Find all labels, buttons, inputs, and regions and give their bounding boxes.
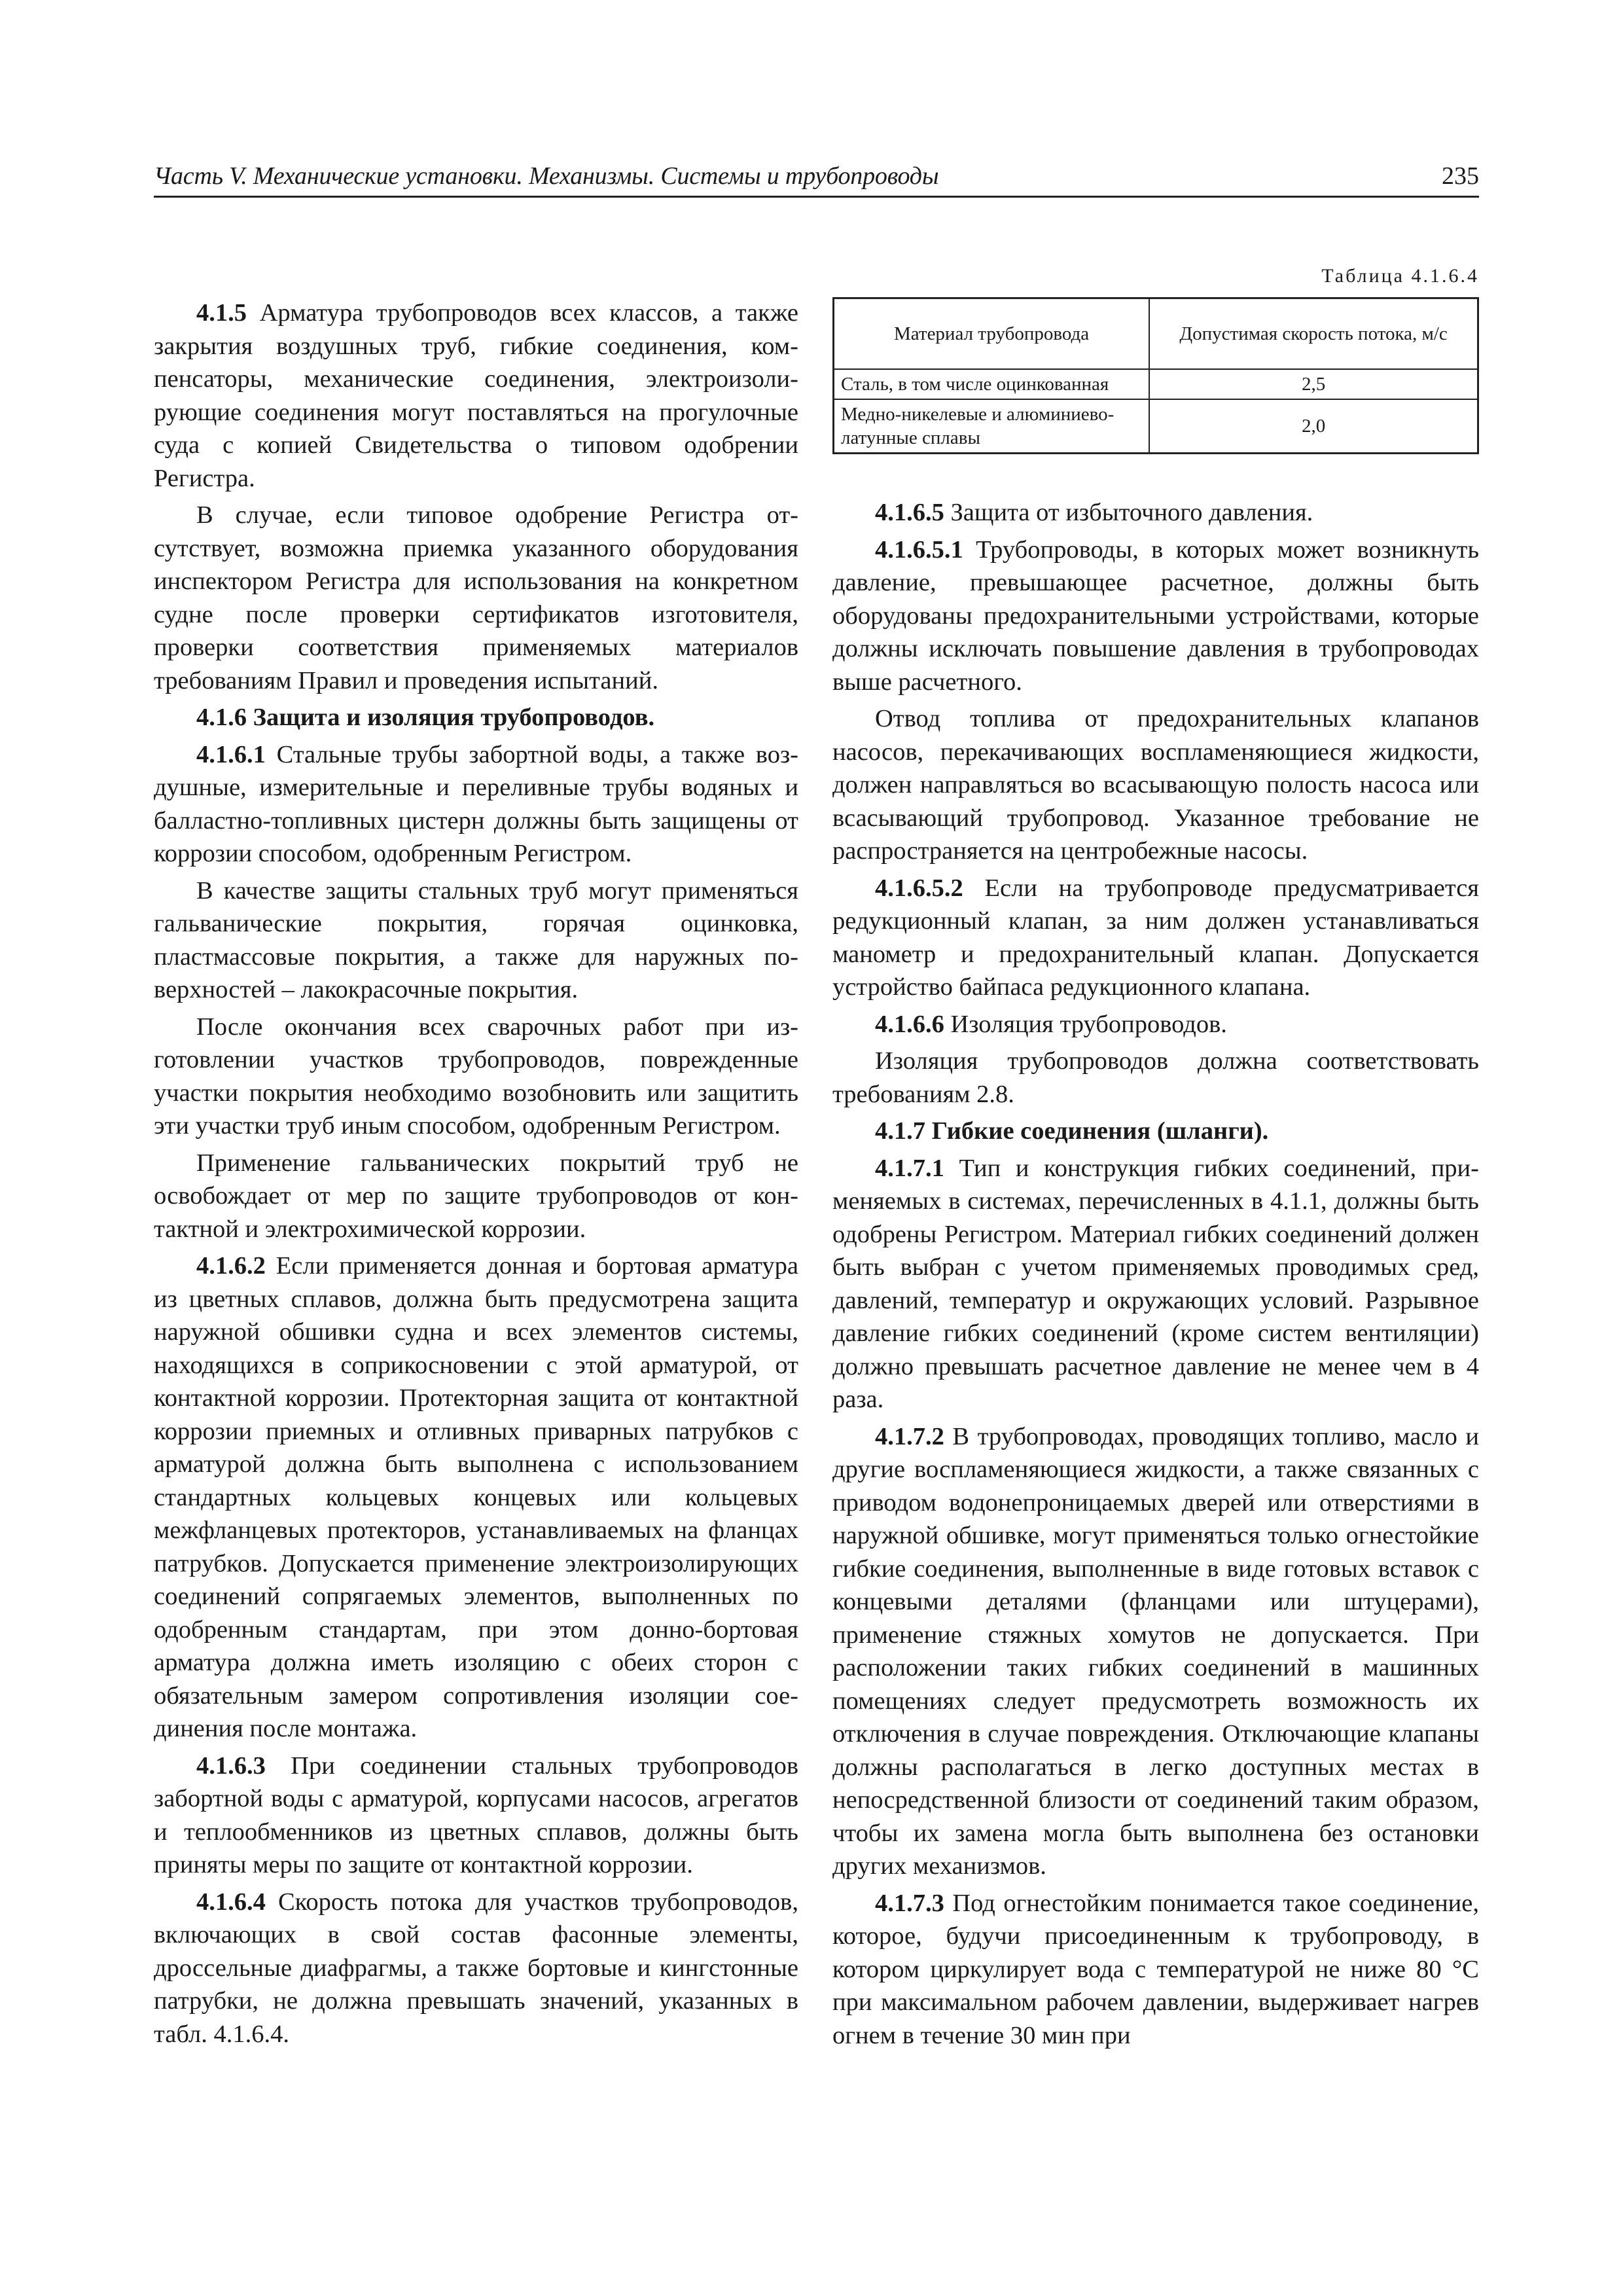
clause-number: 4.1.6.5.1 — [875, 535, 963, 564]
paragraph — [832, 1045, 1479, 1111]
paragraph-text: Трубопроводы, в которых может возникнуть давление, превышающее расчетное, должны быть оборудованы предохранительными устройствами, которые должны исключать повышение давления в трубопроводах выше расчетного. — [832, 535, 1479, 696]
paragraph — [154, 296, 798, 495]
clause-number: 4.1.6.1 — [196, 740, 266, 768]
paragraph-text: Если на трубопроводе предусматривается редукционный клапан, за ним должен устанавливаться манометр и предохранительный клапан. Допускается устройство байпаса редукционного клапана. — [832, 874, 1479, 1001]
paragraph — [832, 533, 1479, 699]
paragraph-text: В качестве защиты стальных труб могут применяться гальванические покрытия, горячая оцинковка, пластмассовые покрытия, а также для наружных поверхностей – лакокрасочные покрытия. — [154, 876, 798, 1003]
paragraph-text: Стальные трубы забортной воды, а также воздушные, измерительные и переливные трубы водяных и балластно-топливных цистерн должны быть защищены от коррозии способом, одобренным Регистром. — [154, 740, 798, 867]
paragraph-text: Изоляция трубопроводов. — [944, 1010, 1227, 1038]
paragraph — [154, 1749, 798, 1882]
clause-number: 4.1.6.3 — [196, 1751, 266, 1780]
clause-number: 4.1.7.2 — [875, 1422, 944, 1450]
paragraph — [154, 1147, 798, 1246]
paragraph-text: После окончания всех сварочных работ при изготовлении участков трубопроводов, поврежденные участки покрытия необходимо возобновить или защитить эти участки труб иным способом, одобренным Регистром. — [154, 1013, 798, 1139]
paragraph-text: В трубопроводах, проводящих топливо, масло и другие воспламеняющиеся жидкости, а также связанных с приводом водонепроницаемых дверей или отверстиями в наружной обшивке, могут применяться только огнестойкие гибкие соединения, выполненные в виде готовых вставок с концевыми деталями (фланцами или штуцерами), применение стяжных хомутов не допускается. При расположении таких гибких соединений в машинных помещениях следует предусмотреть возможность их отключения в случае повреждения. Отключающие клапаны должны располагаться в легко доступных местах в непосредственной близости от соединений таким образом, чтобы их замена могла быть выполнена без остановки других механизмов. — [832, 1422, 1479, 1880]
table-cell: Медно-никелевые и алюминиеволатунные сплавы — [834, 399, 1150, 454]
paragraph — [832, 1152, 1479, 1416]
table-header-cell: Допустимая скорость потока, м/с — [1149, 298, 1478, 370]
clause-number: 4.1.6.2 — [196, 1252, 266, 1280]
paragraph — [832, 702, 1479, 868]
paragraph-text: В случае, если типовое одобрение Регистра отсутствует, возможна приемка указанного оборудования инспектором Регистра для использования на конкретном судне после проверки сертификатов изготовителя, проверки соответствия применяемых материалов требованиям Правил и проведения испытаний. — [154, 501, 798, 694]
paragraph — [154, 1886, 798, 2051]
clause-number: 4.1.5 — [196, 299, 247, 327]
clause-number: 4.1.6.5 — [875, 499, 944, 526]
clause-number: 4.1.6.6 — [875, 1010, 944, 1038]
left-column — [154, 296, 798, 2054]
paragraph — [832, 496, 1479, 529]
paragraph — [154, 499, 798, 697]
page-number: 235 — [1442, 162, 1479, 190]
section-heading — [832, 1115, 1479, 1148]
table-header-cell: Материал трубопровода — [834, 298, 1150, 370]
right-column — [832, 496, 1479, 2056]
paragraph-text: Если применяется донная и бортовая арматура из цветных сплавов, должна быть предусмотрена защита наружной обшивки судна и всех элементов системы, находящихся в соприкосновении с этой арматурой, от контактной коррозии. Протекторная защита от контактной коррозии приемных и отливных приварных патрубков с арматурой должна быть выполнена с использованием стандартных кольцевых концевых или кольцевых межфланцевых протекторов, устанавливаемых на фланцах патрубков. Допускается применение электроизолирующих соединений сопрягаемых элементов, выполненных по одобренным стандартам, при этом донно-бортовая арматура должна иметь изоляцию с обеих сторон с обязательным замером сопротивления изоляции соединения после монтажа. — [154, 1252, 798, 1742]
clause-number: 4.1.6.5.2 — [875, 874, 963, 902]
running-header — [154, 155, 1479, 198]
clause-number: 4.1.7.1 — [875, 1154, 944, 1182]
table-row — [834, 399, 1478, 454]
paragraph — [832, 872, 1479, 1004]
paragraph — [832, 1887, 1479, 2053]
table-cell: 2,0 — [1149, 399, 1478, 454]
section-heading-text: 4.1.7 Гибкие соединения (шланги). — [875, 1117, 1269, 1145]
paragraph — [154, 874, 798, 1007]
table-cell: 2,5 — [1149, 369, 1478, 399]
paragraph — [154, 1249, 798, 1746]
paragraph — [832, 1420, 1479, 1883]
section-heading-text: 4.1.6 Защита и изоляция трубопроводов. — [196, 704, 655, 731]
header-title: Часть V. Механические установки. Механизмы. Системы и трубопроводы — [154, 162, 939, 190]
paragraph-text: Защита от избыточного давления. — [944, 499, 1313, 526]
table-header-row — [834, 298, 1478, 370]
section-heading — [154, 701, 798, 734]
paragraph-text: Под огнестойким понимается такое соединение, которое, будучи присоединенным к трубопроводу, в котором циркулирует вода с температурой не ниже 80 °С при максимальном рабочем давлении, выдерживает нагрев огнем в течение 30 мин при — [832, 1889, 1479, 2049]
paragraph-text: Изоляция трубопроводов должна соответствовать требованиям 2.8. — [832, 1047, 1479, 1108]
table-cell: Сталь, в том числе оцинкованная — [834, 369, 1150, 399]
paragraph — [154, 738, 798, 870]
table-caption: Таблица 4.1.6.4 — [1321, 265, 1479, 287]
table-row — [834, 369, 1478, 399]
paragraph-text: Тип и конструкция гибких соединений, применяемых в системах, перечисленных в 4.1.1, должны быть одобрены Регистром. Материал гибких соединений должен быть выбран с учетом применяемых проводимых сред, давлений, температур и окружающих условий. Разрывное давление гибких соединений (кроме систем вентиляции) должно превышать расчетное давление не менее чем в 4 раза. — [832, 1154, 1479, 1413]
flow-velocity-table — [832, 297, 1479, 454]
paragraph-text: Скорость потока для участков трубопроводов, включающих в свой состав фасонные элементы, дроссельные диафрагмы, а также бортовые и кингстонные патрубки, не должна превышать значений, указанных в табл. 4.1.6.4. — [154, 1888, 798, 2048]
paragraph-text: Арматура трубопроводов всех классов, а также закрытия воздушных труб, гибкие соединения, компенсаторы, механические соединения, электроизолирующие соединения могут поставляться на прогулочные суда с копией Свидетельства о типовом одобрении Регистра. — [154, 299, 798, 492]
paragraph-text: Отвод топлива от предохранительных клапанов насосов, перекачивающих воспламеняющиеся жидкости, должен направляться во всасывающую полость насоса или всасывающий трубопровод. Указанное требование не распространяется на центробежные насосы. — [832, 705, 1479, 865]
paragraph — [832, 1008, 1479, 1041]
paragraph-text: Применение гальванических покрытий труб не освобождает от мер по защите трубопроводов от контактной и электрохимической коррозии. — [154, 1149, 798, 1243]
clause-number: 4.1.7.3 — [875, 1889, 944, 1917]
clause-number: 4.1.6.4 — [196, 1888, 266, 1916]
paragraph-text: При соединении стальных трубопроводов забортной воды с арматурой, корпусами насосов, агрегатов и теплообменников из цветных сплавов, должны быть приняты меры по защите от контактной коррозии. — [154, 1751, 798, 1878]
paragraph — [154, 1011, 798, 1143]
